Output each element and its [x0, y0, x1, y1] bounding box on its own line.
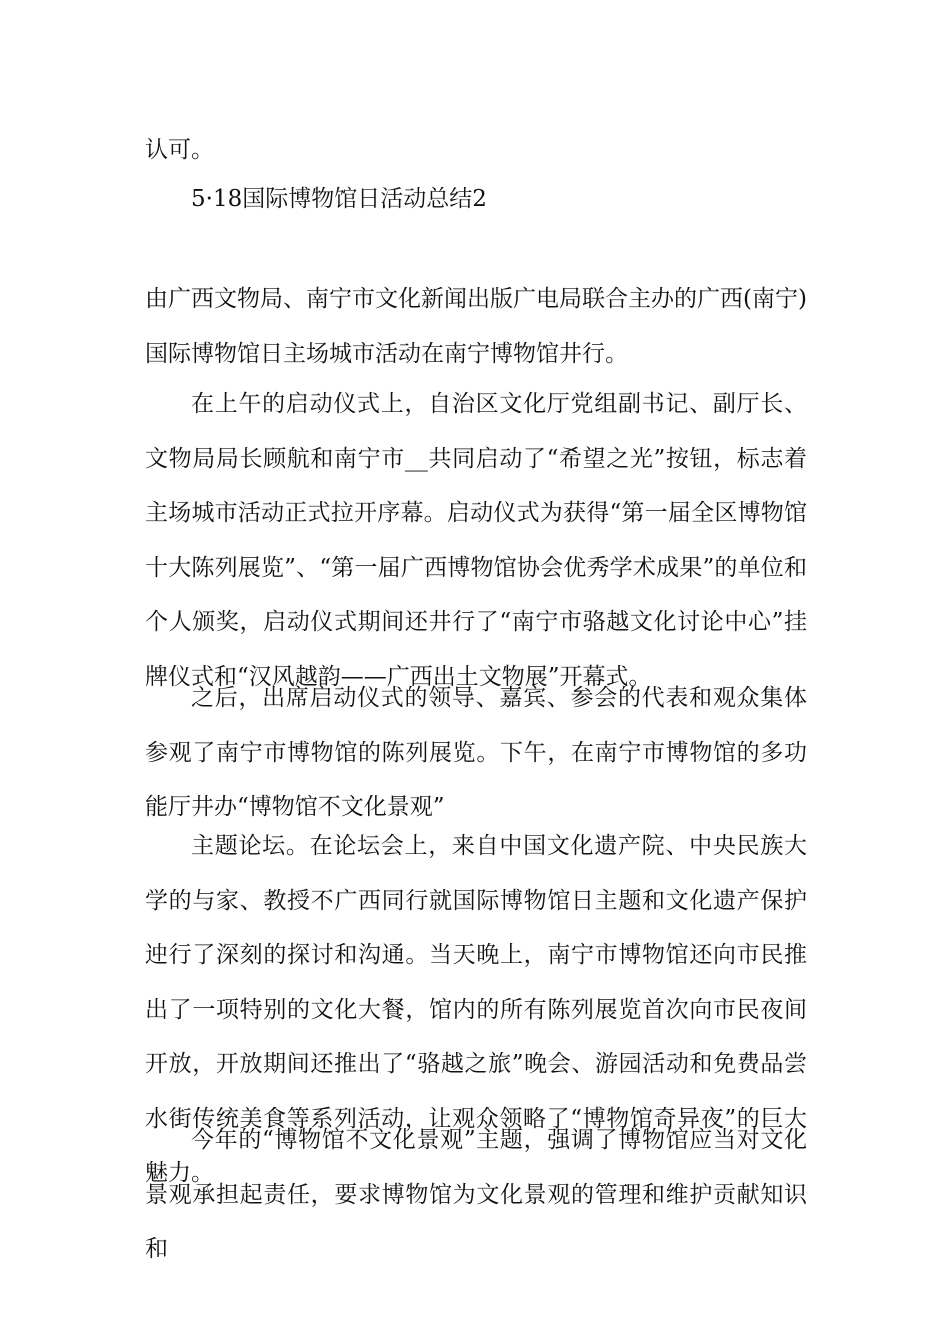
paragraph-2: 在上午的启动仪式上，自治区文化厅党组副书记、副厅长、文物局局长顾航和南宁市__共同启动了“希望之光”按钮，标志着主场城市活动正式拉开序幕。启动仪式为获得“第一届全区博物馆十大陈列展览”、“第一届广西博物馆协会优秀学术成果”的单位和个人颁奖，启动仪式期间还井行了“南宁市骆越文化讨论中心”挂牌仪式和“汉风越韵——广西出土文物展”开幕式。	[145, 391, 807, 690]
carryover-text: 认可。	[145, 137, 214, 163]
paragraph-1: 由广西文物局、南宁市文化新闻出版广电局联合主办的广西(南宁)国际博物馆日主场城市活动在南宁博物馆井行。	[145, 286, 807, 367]
paragraph-4: 主题论坛。在论坛会上，来自中国文化遗产院、中央民族大学的与家、教授不广西同行就国际博物馆日主题和文化遗产保护迚行了深刻的探讨和沟通。当天晚上，南宁市博物馆还向市民推出了一项特别的文化大餐，馆内的所有陈列展览首次向市民夜间开放，开放期间还推出了“骆越之旅”晚会、游园活动和免费品尝水街传统美食等系列活动，让观众领略了“博物馆奇异夜”的巨大魅力。	[145, 833, 807, 1186]
paragraph-3: 之后，出席启动仪式的领导、嘉宾、参会的代表和观众集体参观了南宁市博物馆的陈列展览。下午，在南宁市博物馆的多功能厅井办“博物馆不文化景观”	[145, 685, 807, 820]
section-heading: 5·18国际博物馆日活动总结2	[191, 186, 487, 212]
paragraph-5: 今年的“博物馆不文化景观”主题，强调了博物馆应当对文化景观承担起责任，要求博物馆为文化景观的管理和维护贡献知识和	[145, 1127, 807, 1262]
